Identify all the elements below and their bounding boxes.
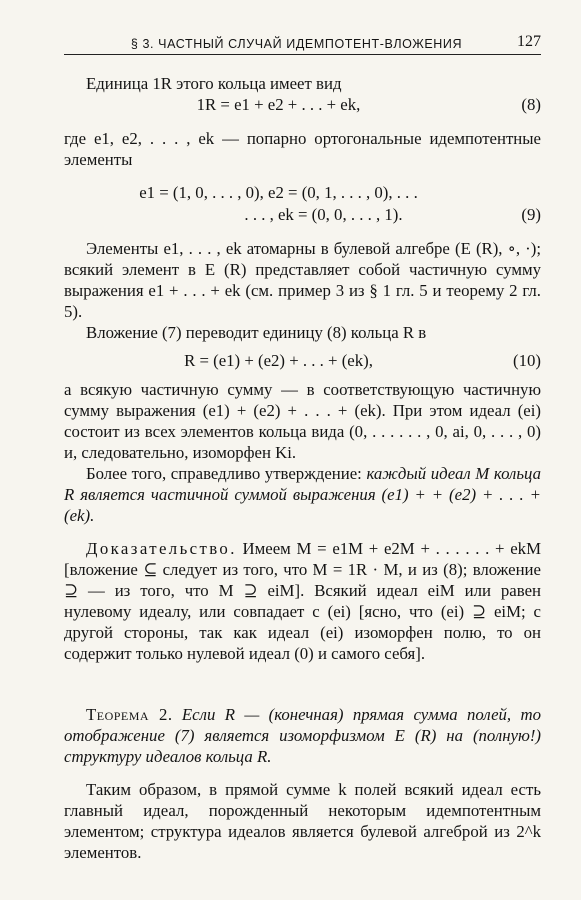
equation-10-number: (10) xyxy=(513,351,541,370)
equation-9-line-a xyxy=(64,182,541,204)
proof-body: Имеем M = e1M + e2M + . . . . . . + ekM [вложение ⊆ следует из того, что M = 1R · M, и из (8); вложение ⊇ — из того, что M ⊇ eiM]. Всякий идеал eiM или равен нулевому идеалу, или совпадает с (ei) [ясно, что (ei) ⊇ eiM; с другой стороны, так как идеал (ei) изоморфен полю, то он содержит только нулевой идеал (0) и самого себя]. xyxy=(64,539,541,663)
proof-label: Доказательство. xyxy=(86,539,237,558)
theorem-statement: Если R — (конечная) прямая сумма полей, то отображение (7) является изоморфизмом E (R) на (полную!) структуру идеалов кольца R. xyxy=(64,705,541,766)
page-number: 127 xyxy=(517,33,541,50)
running-title: § 3. ЧАСТНЫЙ СЛУЧАЙ ИДЕМПОТЕНТ-ВЛОЖЕНИЯ xyxy=(130,37,463,51)
theorem-label: Теорема 2. xyxy=(86,705,173,724)
equation-8-number: (8) xyxy=(521,95,541,114)
equation-10 xyxy=(64,350,541,372)
conclusion-paragraph: Таким образом, в прямой сумме k полей всякий идеал есть главный идеал, порожденный некоторым идемпотентным элементом; структура идеалов является булевой алгеброй из 2^k элементов. xyxy=(64,780,541,862)
theorem-paragraph xyxy=(64,704,541,767)
claim-paragraph xyxy=(64,463,541,526)
equation-8 xyxy=(64,94,541,116)
proof-paragraph xyxy=(64,538,541,664)
intro-line: Единица 1R этого кольца имеет вид xyxy=(86,74,342,93)
atoms-paragraph: Элементы e1, . . . , ek атомарны в булевой алгебре (E (R), ∘, ·); всякий элемент в E (R) представляет собой частичную сумму выражения e1 + . . . + ek (см. пример 3 из § 1 гл. 5 и теорему 2 гл. 5). xyxy=(64,239,541,321)
claim-statement: каждый идеал M кольца R является частичной суммой выражения (e1) + + (e2) + . . . + (ek). xyxy=(64,464,541,525)
equation-9-formula-a: e1 = (1, 0, . . . , 0), e2 = (0, 1, . . . , 0), . . . xyxy=(139,183,418,202)
equation-10-formula: R = (e1) + (e2) + . . . + (ek), xyxy=(184,351,373,370)
embedding-line: Вложение (7) переводит единицу (8) кольца R в xyxy=(86,323,427,342)
page-body xyxy=(64,73,541,863)
equation-8-formula: 1R = e1 + e2 + . . . + ek, xyxy=(196,95,361,114)
claim-lead: Более того, справедливо утверждение: xyxy=(86,464,362,483)
running-header xyxy=(64,28,541,55)
partial-sum-paragraph: а всякую частичную сумму — в соответствующую частичную сумму выражения (e1) + (e2) + . . . + (ek). При этом идеал (ei) состоит из всех элементов кольца вида (0, . . . . . . , 0, ai, 0, . . . , 0) и, следовательно, изоморфен Ki. xyxy=(64,380,541,462)
where-line: где e1, e2, . . . , ek — попарно ортогональные идемпотентные элементы xyxy=(64,129,541,169)
equation-9-formula-b: . . . , ek = (0, 0, . . . , 1). xyxy=(244,205,403,224)
equation-9-number: (9) xyxy=(521,205,541,224)
equation-9-line-b xyxy=(64,204,541,226)
